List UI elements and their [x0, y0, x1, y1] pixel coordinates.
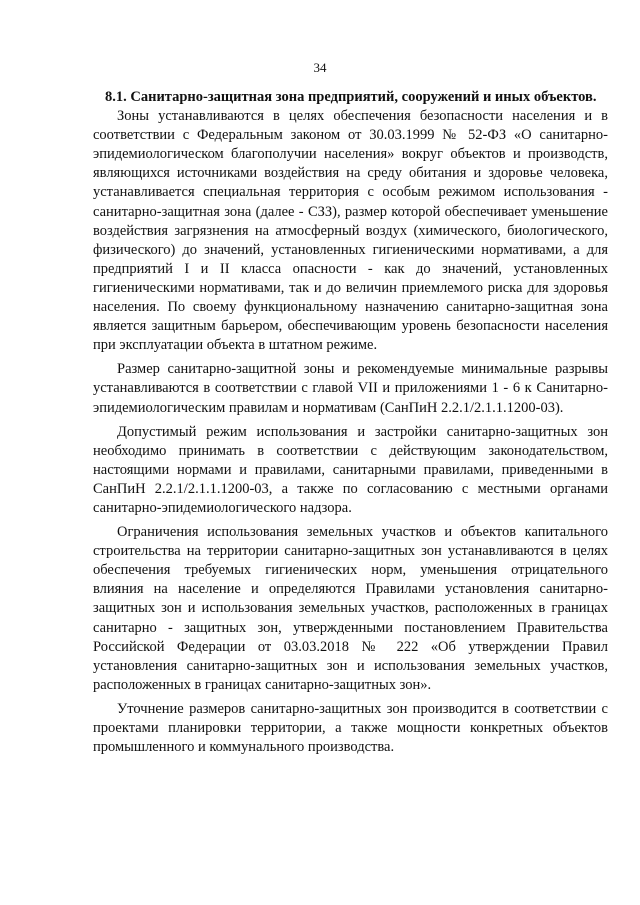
document-body: [93, 88, 608, 757]
paragraph-1: Зоны устанавливаются в целях обеспечения безопасности населения и в соответствии с Федеральным законом от 30.03.1999 № 52-ФЗ «О санитарно-эпидемиологическом благополучии населения» вокруг объектов и производств, являющихся источниками воздействия на среду обитания и здоровье человека, устанавливается специальная территория с особым режимом использования - санитарно-защитная зона (далее - СЗЗ), размер которой обеспечивает уменьшение воздействия загрязнения на атмосферный воздух (химического, биологического, физического) до значений, установленных гигиеническими нормативами, а для предприятий I и II класса опасности - как до значений, установленных гигиеническими нормативами, так и до величин приемлемого риска для здоровья населения. По своему функциональному назначению санитарно-защитная зона является защитным барьером, обеспечивающим уровень безопасности населения при эксплуатации объекта в штатном режиме.: [93, 108, 608, 354]
paragraph-5: Уточнение размеров санитарно-защитных зон производится в соответствии с проектами планировки территории, а также мощности конкретных объектов промышленного и коммунального производства.: [93, 700, 608, 756]
paragraph-3: Допустимый режим использования и застройки санитарно-защитных зон необходимо принимать в соответствии с действующим законодательством, настоящими нормами и правилами, санитарными правилами, приведенными в СанПиН 2.2.1/2.1.1.1200-03, а также по согласованию с местными органами санитарно-эпидемиологического надзора.: [93, 423, 608, 516]
page-number: 34: [313, 60, 327, 75]
section-title: 8.1. Санитарно-защитная зона предприятий, сооружений и иных объектов.: [105, 89, 597, 105]
paragraph-2: Размер санитарно-защитной зоны и рекомендуемые минимальные разрывы устанавливаются в соответствии с главой VII и приложениями 1 - 6 к Санитарно-эпидемиологическим правилам и нормативам (СанПиН 2.2.1/2.1.1.1200-03).: [93, 361, 608, 416]
paragraph-4: Ограничения использования земельных участков и объектов капитального строительства на территории санитарно-защитных зон устанавливаются в целях обеспечения требуемых гигиенических норм, уменьшения отрицательного влияния на население и определяются Правилами установления санитарно-защитных зон и использования земельных участков, расположенных в границах санитарно - защитных зон, утвержденными постановлением Правительства Российской Федерации от 03.03.2018 № 222 «Об утверждении Правил установления санитарно-защитных зон и использования земельных участков, расположенных в границах санитарно-защитных зон».: [93, 524, 608, 693]
